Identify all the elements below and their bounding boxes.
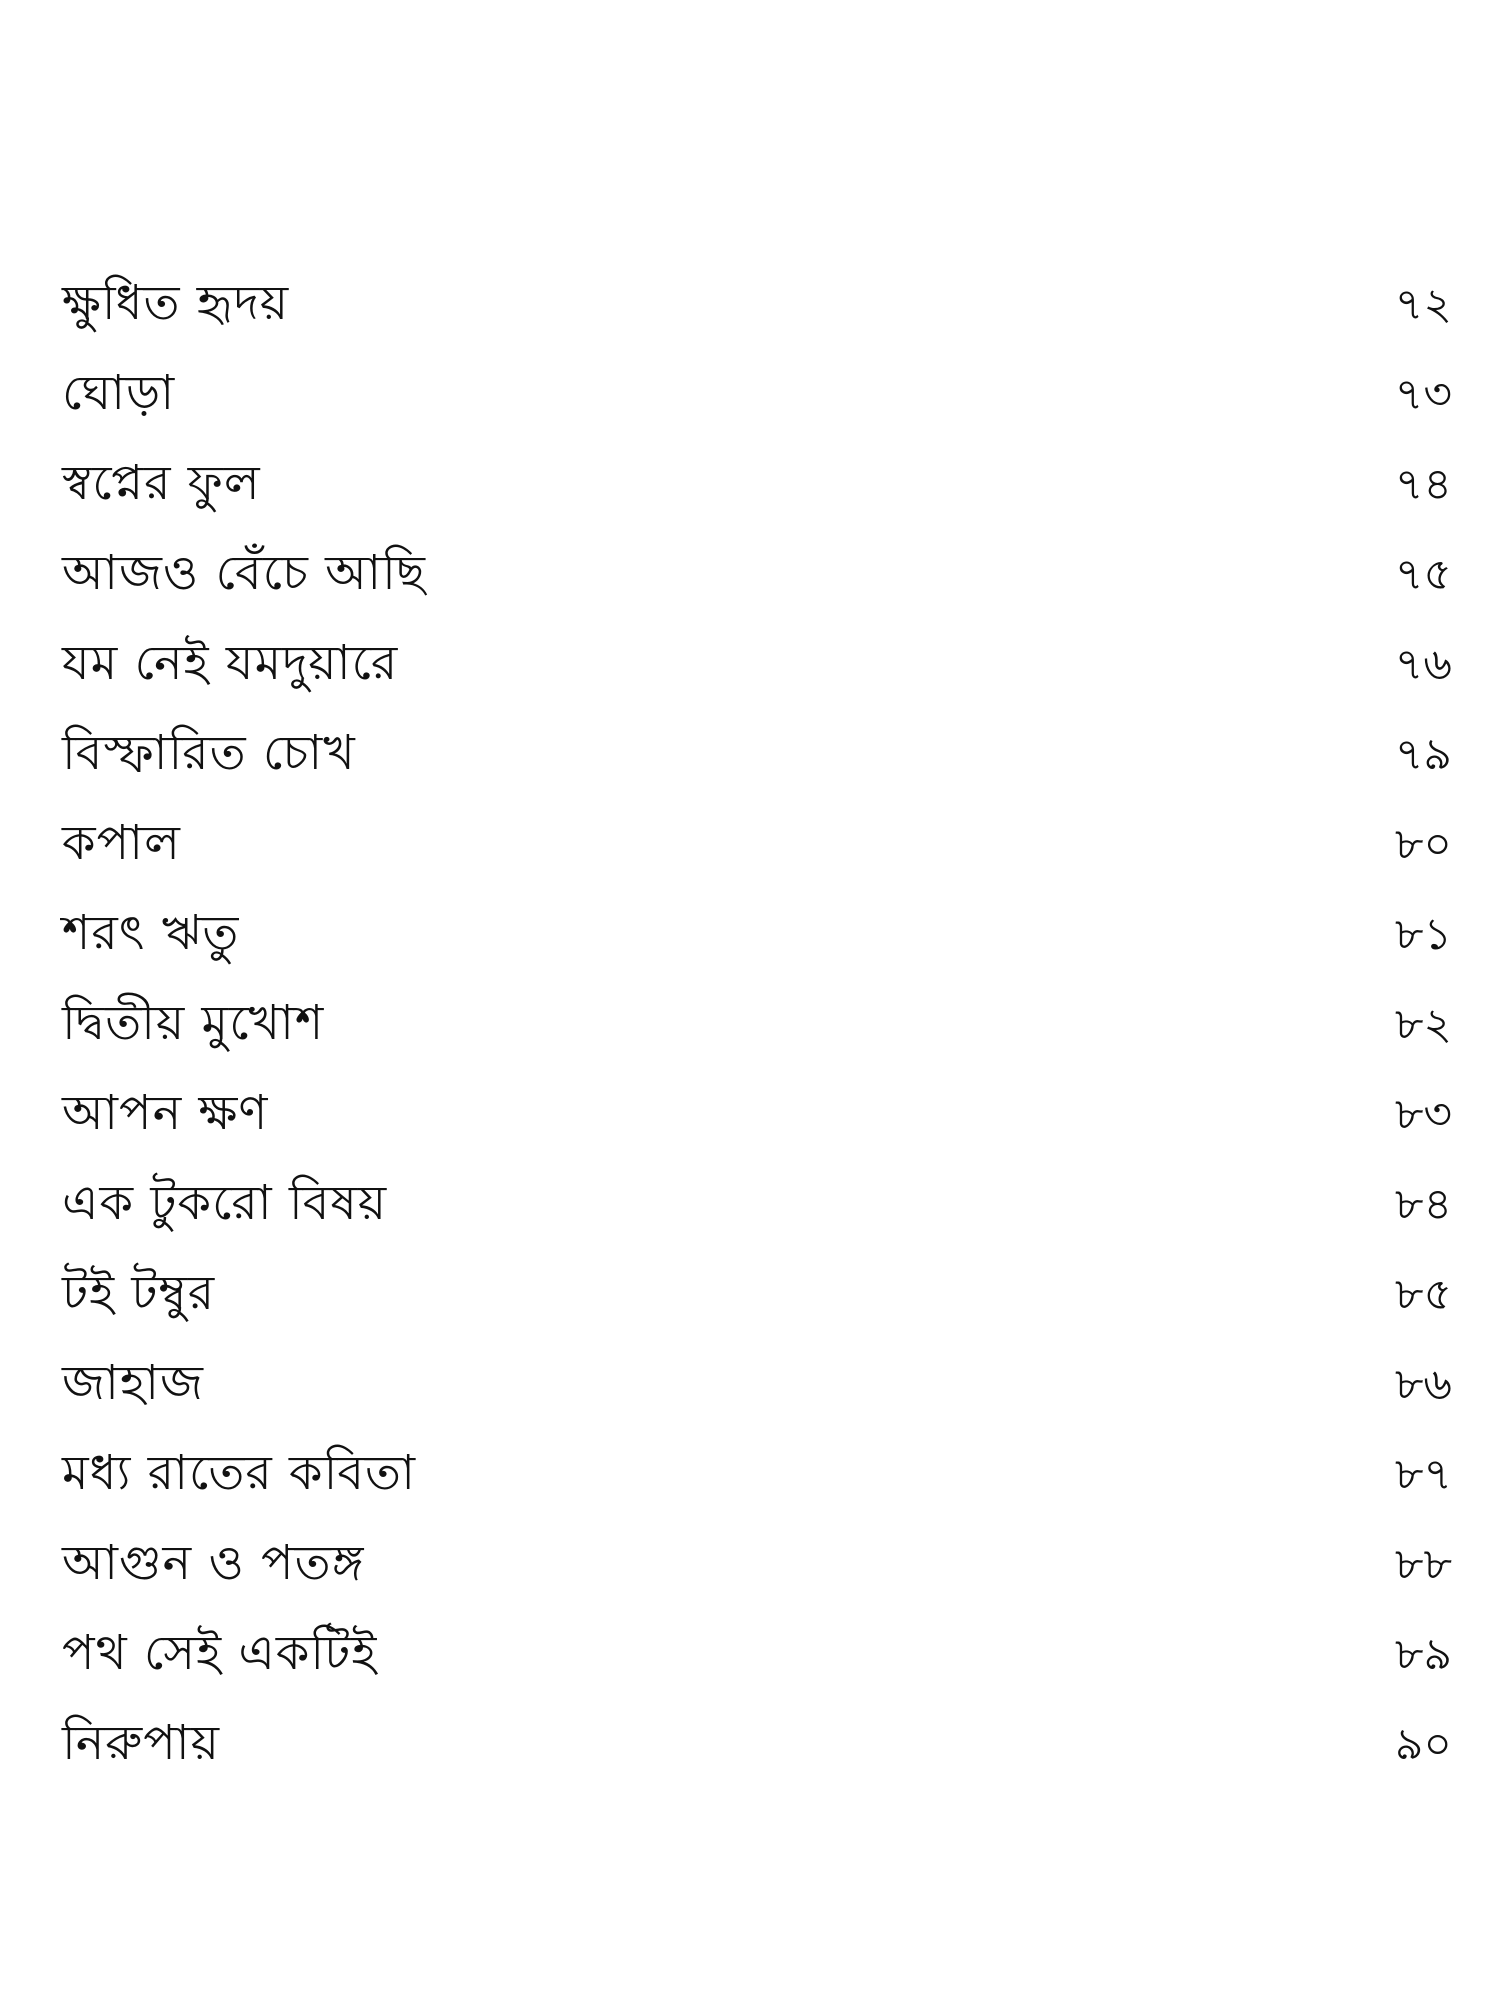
toc-entry-page: ৯০ — [1394, 1719, 1452, 1770]
toc-entry — [62, 1428, 1462, 1518]
toc-entry-page: ৮২ — [1394, 999, 1452, 1050]
toc-entry-title: আগুন ও পতঙ্গ — [62, 1535, 365, 1591]
toc-entry — [62, 528, 1462, 618]
toc-entry — [62, 1068, 1462, 1158]
toc-entry-title: মধ্য রাতের কবিতা — [62, 1445, 416, 1501]
toc-entry — [62, 1698, 1462, 1788]
toc-entry-title: জাহাজ — [62, 1355, 204, 1411]
toc-entry-page: ৮৩ — [1394, 1089, 1452, 1140]
toc-entry-page: ৭৩ — [1394, 369, 1452, 420]
toc-entry-title: আজও বেঁচে আছি — [62, 545, 426, 601]
toc-entry — [62, 978, 1462, 1068]
toc-entry — [62, 1608, 1462, 1698]
toc-entry-page: ৭৬ — [1394, 639, 1452, 690]
toc-entry-title: নিরুপায় — [62, 1715, 220, 1771]
toc-entry — [62, 1158, 1462, 1248]
toc-entry-page: ৭৪ — [1394, 459, 1452, 510]
toc-entry-title: ক্ষুধিত হৃদয় — [62, 275, 290, 331]
toc-entry-title: কপাল — [62, 815, 181, 871]
table-of-contents — [62, 258, 1462, 1788]
toc-entry-page: ৭২ — [1394, 279, 1452, 330]
toc-entry — [62, 1248, 1462, 1338]
toc-entry-page: ৮৯ — [1394, 1629, 1452, 1680]
toc-entry-title: টই টম্বুর — [62, 1265, 216, 1321]
toc-entry — [62, 618, 1462, 708]
toc-entry-title: ঘোড়া — [62, 365, 176, 421]
toc-entry — [62, 258, 1462, 348]
toc-entry-page: ৮৪ — [1394, 1179, 1452, 1230]
toc-entry-page: ৮৭ — [1394, 1449, 1452, 1500]
toc-entry — [62, 708, 1462, 798]
toc-entry — [62, 348, 1462, 438]
toc-entry — [62, 798, 1462, 888]
toc-entry-page: ৮৫ — [1394, 1269, 1452, 1320]
toc-entry-title: স্বপ্নের ফুল — [62, 455, 261, 511]
toc-entry — [62, 1338, 1462, 1428]
toc-entry-title: বিস্ফারিত চোখ — [62, 725, 356, 781]
toc-entry — [62, 1518, 1462, 1608]
toc-entry-title: এক টুকরো বিষয় — [62, 1175, 388, 1231]
toc-entry-page: ৮৬ — [1394, 1359, 1452, 1410]
toc-entry — [62, 888, 1462, 978]
toc-entry-title: আপন ক্ষণ — [62, 1085, 269, 1141]
toc-entry-page: ৮৮ — [1394, 1539, 1452, 1590]
toc-entry-page: ৭৯ — [1394, 729, 1452, 780]
toc-entry-page: ৮০ — [1394, 819, 1452, 870]
toc-entry-page: ৭৫ — [1394, 549, 1452, 600]
toc-entry-title: দ্বিতীয় মুখোশ — [62, 995, 325, 1051]
toc-entry-title: শরৎ ঋতু — [62, 905, 240, 961]
toc-entry-title: পথ সেই একটিই — [62, 1625, 378, 1681]
toc-entry-page: ৮১ — [1394, 909, 1452, 960]
toc-entry-title: যম নেই যমদুয়ারে — [62, 635, 399, 691]
toc-entry — [62, 438, 1462, 528]
